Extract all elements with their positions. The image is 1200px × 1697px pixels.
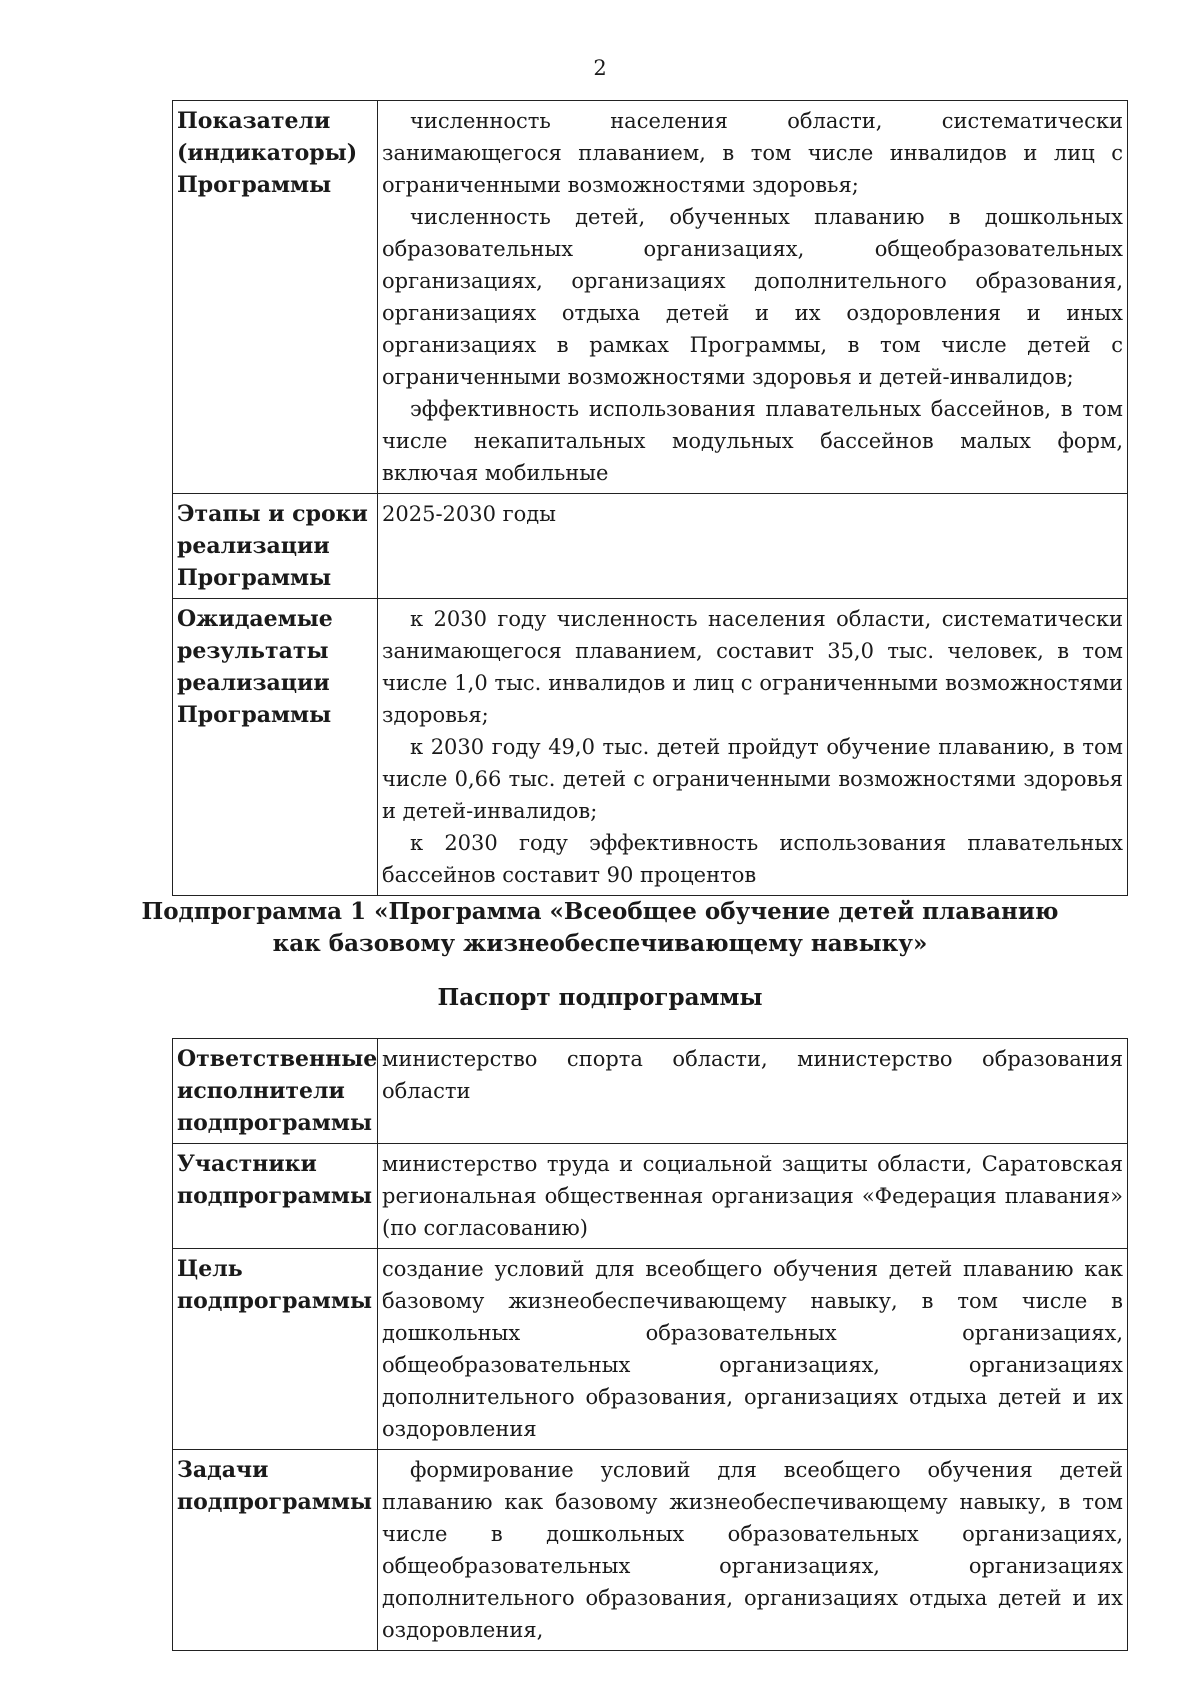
table-row: [173, 101, 1128, 494]
row-content: [378, 101, 1128, 494]
subprogram-title: [0, 896, 1200, 960]
table-row: [173, 599, 1128, 896]
table-row: [173, 1039, 1128, 1144]
row-content: [378, 1249, 1128, 1450]
subprogram-passport-table: [172, 1038, 1128, 1651]
table-row: [173, 1249, 1128, 1450]
paragraph: 2025-2030 годы: [382, 502, 556, 526]
row-content: [378, 599, 1128, 896]
paragraph: министерство спорта области, министерство образования области: [382, 1047, 1123, 1103]
page-number: 2: [593, 56, 607, 80]
paragraph: эффективность использования плавательных бассейнов, в том числе некапитальных модульных бассейнов малых форм, включая мобильные: [382, 397, 1123, 485]
paragraph: министерство труда и социальной защиты области, Саратовская региональная общественная организация «Федерация плавания» (по согласованию): [382, 1152, 1123, 1240]
row-label: Ответственные исполнители подпрограммы: [173, 1039, 378, 1144]
row-content: [378, 1144, 1128, 1249]
subprogram-title-line-2: как базовому жизнеобеспечивающему навыку»: [272, 930, 928, 957]
row-content: [378, 494, 1128, 599]
paragraph: к 2030 году эффективность использования плавательных бассейнов составит 90 процентов: [382, 831, 1123, 887]
row-content: [378, 1039, 1128, 1144]
row-label: Участники подпрограммы: [173, 1144, 378, 1249]
paragraph: к 2030 году численность населения области, систематически занимающегося плаванием, составит 35,0 тыс. человек, в том числе 1,0 тыс. инвалидов и лиц с ограниченными возможностями здоровья;: [382, 607, 1123, 727]
row-label: Этапы и сроки реализации Программы: [173, 494, 378, 599]
table-row: [173, 1450, 1128, 1651]
paragraph: формирование условий для всеобщего обучения детей плаванию как базовому жизнеобеспечивающему навыку, в том числе в дошкольных образовательных организациях, общеобразовательных организациях, организациях дополнительного образования, организациях отдыха детей и их оздоровления,: [382, 1458, 1123, 1642]
table-row: [173, 1144, 1128, 1249]
row-label: Показатели (индикаторы) Программы: [173, 101, 378, 494]
program-passport-table: [172, 100, 1128, 896]
row-label: Цель подпрограммы: [173, 1249, 378, 1450]
row-content: [378, 1450, 1128, 1651]
row-label: Задачи подпрограммы: [173, 1450, 378, 1651]
paragraph: численность населения области, систематически занимающегося плаванием, в том числе инвалидов и лиц с ограниченными возможностями здоровья;: [382, 109, 1123, 197]
table-row: [173, 494, 1128, 599]
passport-title: Паспорт подпрограммы: [437, 984, 763, 1011]
paragraph: к 2030 году 49,0 тыс. детей пройдут обучение плаванию, в том числе 0,66 тыс. детей с ограниченными возможностями здоровья и детей-инвалидов;: [382, 735, 1123, 823]
subprogram-title-line-1: Подпрограмма 1 «Программа «Всеобщее обучение детей плаванию: [141, 898, 1059, 925]
paragraph: создание условий для всеобщего обучения детей плаванию как базовому жизнеобеспечивающему навыку, в том числе в дошкольных образовательных организациях, общеобразовательных организациях, организациях дополнительного образования, организациях отдыха детей и их оздоровления: [382, 1257, 1123, 1441]
row-label: Ожидаемые результаты реализации Программы: [173, 599, 378, 896]
paragraph: численность детей, обученных плаванию в дошкольных образовательных организациях, общеобразовательных организациях, организациях дополнительного образования, организациях отдыха детей и их оздоровления и иных организациях в рамках Программы, в том числе детей с ограниченными возможностями здоровья и детей-инвалидов;: [382, 205, 1123, 389]
